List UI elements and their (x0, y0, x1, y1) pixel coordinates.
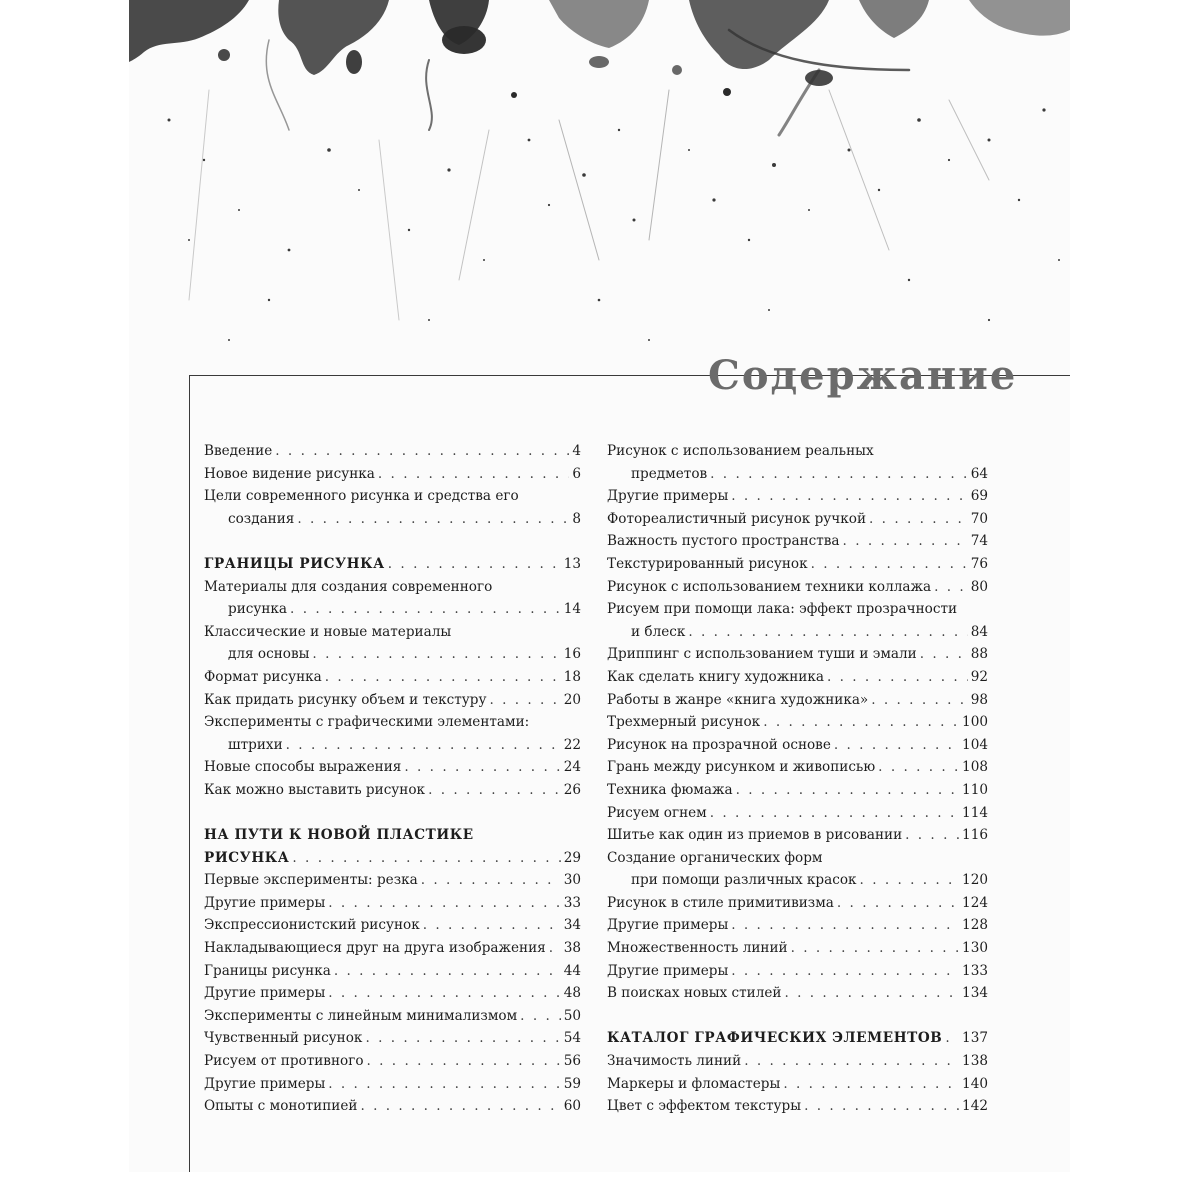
dot-leader (334, 960, 561, 983)
dot-leader (520, 1005, 561, 1028)
toc-entry[interactable] (607, 779, 988, 802)
dot-leader (905, 824, 959, 847)
toc-page-number: 4 (572, 443, 581, 459)
toc-page-number: 13 (563, 555, 581, 572)
toc-entry[interactable] (204, 960, 581, 983)
toc-entry-title: КАТАЛОГ ГРАФИЧЕСКИХ ЭЛЕМЕНТОВ (607, 1030, 943, 1047)
toc-entry-title: Рисуем огнем (607, 804, 707, 821)
toc-entry-title-continued: при помощи различных красок (631, 872, 857, 889)
section-gap (204, 530, 581, 553)
toc-entry-title: Фотореалистичный рисунок ручкой (607, 510, 867, 527)
toc-page-number: 38 (563, 940, 581, 957)
toc-entry[interactable] (204, 711, 581, 756)
toc-page-number: 60 (563, 1098, 581, 1115)
toc-entry-title: Значимость линий (607, 1053, 742, 1070)
dot-leader (804, 1095, 959, 1118)
dot-leader (784, 982, 959, 1005)
toc-page-number: 48 (563, 985, 581, 1002)
toc-entry[interactable] (204, 756, 581, 779)
toc-page-number: 114 (962, 804, 988, 821)
dot-leader (328, 982, 560, 1005)
toc-entry[interactable] (607, 576, 988, 599)
dot-leader (367, 1050, 561, 1073)
toc-entry[interactable] (607, 756, 988, 779)
toc-entry[interactable] (607, 440, 988, 485)
toc-entry-title: Шитье как один из приемов в рисовании (607, 827, 903, 844)
toc-page-number: 30 (563, 872, 581, 889)
toc-page-number: 24 (563, 759, 581, 776)
dot-leader (292, 847, 560, 870)
toc-entry-title: Экспрессионистский рисунок (204, 917, 420, 934)
toc-entry-title: Множественность линий (607, 940, 788, 957)
dot-leader (489, 689, 560, 712)
toc-entry[interactable] (607, 937, 988, 960)
dot-leader (783, 1073, 959, 1096)
toc-entry-title: Рисунок в стиле примитивизма (607, 894, 834, 911)
toc-entry-title: Границы рисунка (204, 962, 331, 979)
toc-entry[interactable] (607, 914, 988, 937)
toc-page-number: 33 (563, 894, 581, 911)
toc-page-number: 70 (970, 510, 988, 527)
toc-entry-title: Чувственный рисунок (204, 1030, 363, 1047)
toc-page-number: 100 (962, 714, 988, 731)
dot-leader (360, 1095, 560, 1118)
toc-entry[interactable] (204, 1095, 581, 1118)
toc-entry-title: Другие примеры (204, 894, 326, 911)
toc-entry[interactable] (204, 621, 581, 666)
toc-page-number: 110 (962, 781, 988, 798)
toc-entry[interactable] (204, 1073, 581, 1096)
dot-leader (404, 756, 560, 779)
toc-entry-title: Первые эксперименты: резка (204, 872, 418, 889)
toc-entry[interactable] (607, 1095, 988, 1118)
toc-page-number: 16 (563, 646, 581, 663)
toc-entry[interactable] (204, 485, 581, 530)
toc-entry-title: Как можно выставить рисунок (204, 781, 426, 798)
toc-entry[interactable] (607, 824, 988, 847)
toc-entry[interactable] (204, 1050, 581, 1073)
toc-entry-title: Опыты с монотипией (204, 1098, 358, 1115)
toc-column-left (204, 440, 581, 1118)
toc-entry[interactable] (607, 598, 988, 643)
dot-leader (934, 576, 968, 599)
toc-entry[interactable] (607, 1073, 988, 1096)
dot-leader (791, 937, 959, 960)
section-gap (607, 1005, 988, 1028)
toc-entry-title-continued: для основы (228, 646, 310, 663)
toc-page-number: 74 (970, 533, 988, 550)
toc-page-number: 138 (962, 1053, 988, 1070)
toc-entry[interactable] (607, 734, 988, 757)
dot-leader (869, 508, 968, 531)
toc-page-number: 54 (563, 1030, 581, 1047)
toc-entry[interactable] (607, 847, 988, 892)
toc-page-number: 104 (962, 736, 988, 753)
toc-page-number: 134 (962, 985, 988, 1002)
toc-entry[interactable] (607, 485, 988, 508)
dot-leader (871, 689, 967, 712)
toc-page-number: 64 (970, 465, 988, 482)
toc-entry-title: Другие примеры (607, 917, 729, 934)
toc-entry[interactable] (607, 530, 988, 553)
toc-entry-title: Новые способы выражения (204, 759, 402, 776)
toc-page-number: 18 (563, 668, 581, 685)
toc-entry-title: Рисуем от противного (204, 1053, 364, 1070)
toc-entry[interactable] (204, 779, 581, 802)
toc-entry-title: Важность пустого пространства (607, 533, 840, 550)
dot-leader (731, 914, 959, 937)
toc-entry-title: Цели современного рисунка и средства его (204, 488, 519, 505)
toc-entry[interactable] (204, 463, 581, 486)
toc-entry[interactable] (607, 643, 988, 666)
toc-entry[interactable] (607, 553, 988, 576)
dot-leader (423, 914, 561, 937)
toc-section-heading[interactable] (607, 1027, 988, 1050)
toc-page-number: 14 (563, 601, 581, 618)
toc-page-number: 140 (962, 1075, 988, 1092)
toc-page-number: 137 (962, 1030, 988, 1047)
toc-entry-title: Как сделать книгу художника (607, 668, 824, 685)
toc-entry[interactable] (204, 869, 581, 892)
toc-page-number: 116 (962, 827, 988, 844)
toc-entry-title: Введение (204, 443, 273, 459)
toc-entry-title-continued: штрихи (228, 736, 283, 753)
dot-leader (428, 779, 561, 802)
toc-entry[interactable] (607, 689, 988, 712)
dot-leader (827, 666, 968, 689)
toc-page-number: 22 (563, 736, 581, 753)
toc-page-number: 50 (563, 1007, 581, 1024)
toc-page-number: 120 (962, 872, 988, 889)
toc-entry-title-continued: и блеск (631, 623, 686, 640)
toc-entry-title: Классические и новые материалы (204, 623, 452, 640)
dot-leader (731, 960, 959, 983)
toc-entry[interactable] (204, 892, 581, 915)
dot-leader (365, 1027, 560, 1050)
toc-page-number: 59 (563, 1075, 581, 1092)
dot-leader (736, 779, 959, 802)
toc-entry-title-continued: рисунка (228, 601, 288, 618)
toc-entry-title: Текстурированный рисунок (607, 555, 808, 572)
dot-leader (744, 1050, 959, 1073)
toc-entry-title: Дриппинг с использованием туши и эмали (607, 646, 917, 663)
toc-entry[interactable] (607, 802, 988, 825)
dot-leader (290, 598, 561, 621)
dot-leader (920, 643, 968, 666)
toc-page-number: 130 (962, 940, 988, 957)
toc-page-number: 29 (563, 849, 581, 866)
toc-entry-title-continued: создания (228, 510, 295, 527)
dot-leader (710, 463, 968, 486)
toc-entry[interactable] (607, 711, 988, 734)
toc-page-number: 44 (563, 962, 581, 979)
toc-page-number: 76 (970, 555, 988, 572)
toc-entry[interactable] (204, 1027, 581, 1050)
dot-leader (312, 643, 560, 666)
dot-leader (297, 508, 569, 531)
dot-leader (378, 463, 569, 486)
toc-entry[interactable] (607, 1050, 988, 1073)
dot-leader (763, 711, 959, 734)
toc-entry-title: Другие примеры (607, 962, 729, 979)
toc-page-number: 80 (970, 578, 988, 595)
toc-entry-title: ГРАНИЦЫ РИСУНКА (204, 555, 385, 572)
toc-section-heading[interactable] (204, 553, 581, 576)
toc-entry[interactable] (204, 1005, 581, 1028)
toc-entry-title: Маркеры и фломастеры (607, 1075, 781, 1092)
toc-page-number: 69 (970, 488, 988, 505)
toc-page-number: 133 (962, 962, 988, 979)
toc-page-number: 92 (970, 668, 988, 685)
toc-entry-title: Техника фюмажа (607, 781, 733, 798)
toc-page-number: 34 (563, 917, 581, 934)
dot-leader (328, 892, 560, 915)
toc-entry[interactable] (607, 508, 988, 531)
toc-page-number: 88 (970, 646, 988, 663)
toc-entry-title: Новое видение рисунка (204, 465, 375, 482)
toc-entry-title: Создание органических форм (607, 849, 823, 866)
toc-section-heading[interactable] (204, 824, 581, 869)
dot-leader (860, 869, 960, 892)
toc-entry[interactable] (204, 576, 581, 621)
toc-page-number: 6 (572, 465, 581, 482)
dot-leader (731, 485, 967, 508)
toc-entry-title-continued: предметов (631, 465, 708, 482)
toc-entry[interactable] (607, 666, 988, 689)
toc-entry-title: Цвет с эффектом текстуры (607, 1098, 802, 1115)
toc-entry-title: Грань между рисунком и живописью (607, 759, 876, 776)
toc-entry-title: Формат рисунка (204, 668, 322, 685)
toc-entry[interactable] (204, 914, 581, 937)
toc-page-number: 56 (563, 1053, 581, 1070)
toc-entry-title: В поисках новых стилей (607, 985, 782, 1002)
toc-entry-title: Другие примеры (607, 488, 729, 505)
toc-entry-title: Накладывающиеся друг на друга изображения (204, 940, 546, 957)
toc-page-number: 98 (970, 691, 988, 708)
toc-entry-title: Другие примеры (204, 1075, 326, 1092)
dot-leader (286, 734, 561, 757)
dot-leader (878, 756, 959, 779)
page-title: Содержание (708, 352, 1018, 399)
dot-leader (837, 892, 959, 915)
toc-entry[interactable] (607, 892, 988, 915)
dot-leader (549, 937, 561, 960)
toc-page-number: 124 (962, 894, 988, 911)
toc-entry[interactable] (204, 689, 581, 712)
toc-entry-title: Рисунок на прозрачной основе (607, 736, 831, 753)
toc-entry[interactable] (204, 440, 581, 463)
toc-entry-title: Другие примеры (204, 985, 326, 1002)
dot-leader (710, 802, 959, 825)
toc-page-number: 8 (572, 510, 581, 527)
toc-entry[interactable] (607, 982, 988, 1005)
toc-entry-title: Материалы для создания современного (204, 578, 493, 595)
toc-page-number: 20 (563, 691, 581, 708)
toc-entry-title: Рисунок с использованием техники коллажа (607, 578, 932, 595)
toc-entry-title: Как придать рисунку объем и текстуру (204, 691, 487, 708)
toc-entry-title: Рисунок с использованием реальных (607, 443, 874, 459)
dot-leader (325, 666, 561, 689)
toc-entry-title-continued: РИСУНКА (204, 849, 290, 866)
toc-page-number: 128 (962, 917, 988, 934)
toc-entry-title: Трехмерный рисунок (607, 714, 761, 731)
dot-leader (421, 869, 561, 892)
toc-column-right (607, 440, 988, 1118)
toc-entry[interactable] (204, 982, 581, 1005)
toc-entry[interactable] (607, 960, 988, 983)
toc-page-number: 84 (970, 623, 988, 640)
dot-leader (688, 621, 967, 644)
toc-entry-title: Рисуем при помощи лака: эффект прозрачности (607, 601, 958, 618)
toc-page-number: 26 (563, 781, 581, 798)
dot-leader (328, 1073, 560, 1096)
toc-entry[interactable] (204, 666, 581, 689)
section-gap (204, 802, 581, 825)
toc-entry-title: Работы в жанре «книга художника» (607, 691, 869, 708)
ink-splatter-illustration (129, 0, 1070, 410)
dot-leader (834, 734, 959, 757)
toc-entry[interactable] (204, 937, 581, 960)
toc-entry-title: Эксперименты с линейным минимализмом (204, 1007, 518, 1024)
dot-leader (275, 440, 569, 463)
toc-entry-title: Эксперименты с графическими элементами: (204, 714, 530, 731)
dot-leader (945, 1027, 959, 1050)
dot-leader (388, 553, 561, 576)
toc-page-number: 142 (962, 1098, 988, 1115)
dot-leader (811, 553, 968, 576)
toc-entry-title: НА ПУТИ К НОВОЙ ПЛАСТИКЕ (204, 827, 474, 844)
dot-leader (843, 530, 968, 553)
toc-page-number: 108 (962, 759, 988, 776)
